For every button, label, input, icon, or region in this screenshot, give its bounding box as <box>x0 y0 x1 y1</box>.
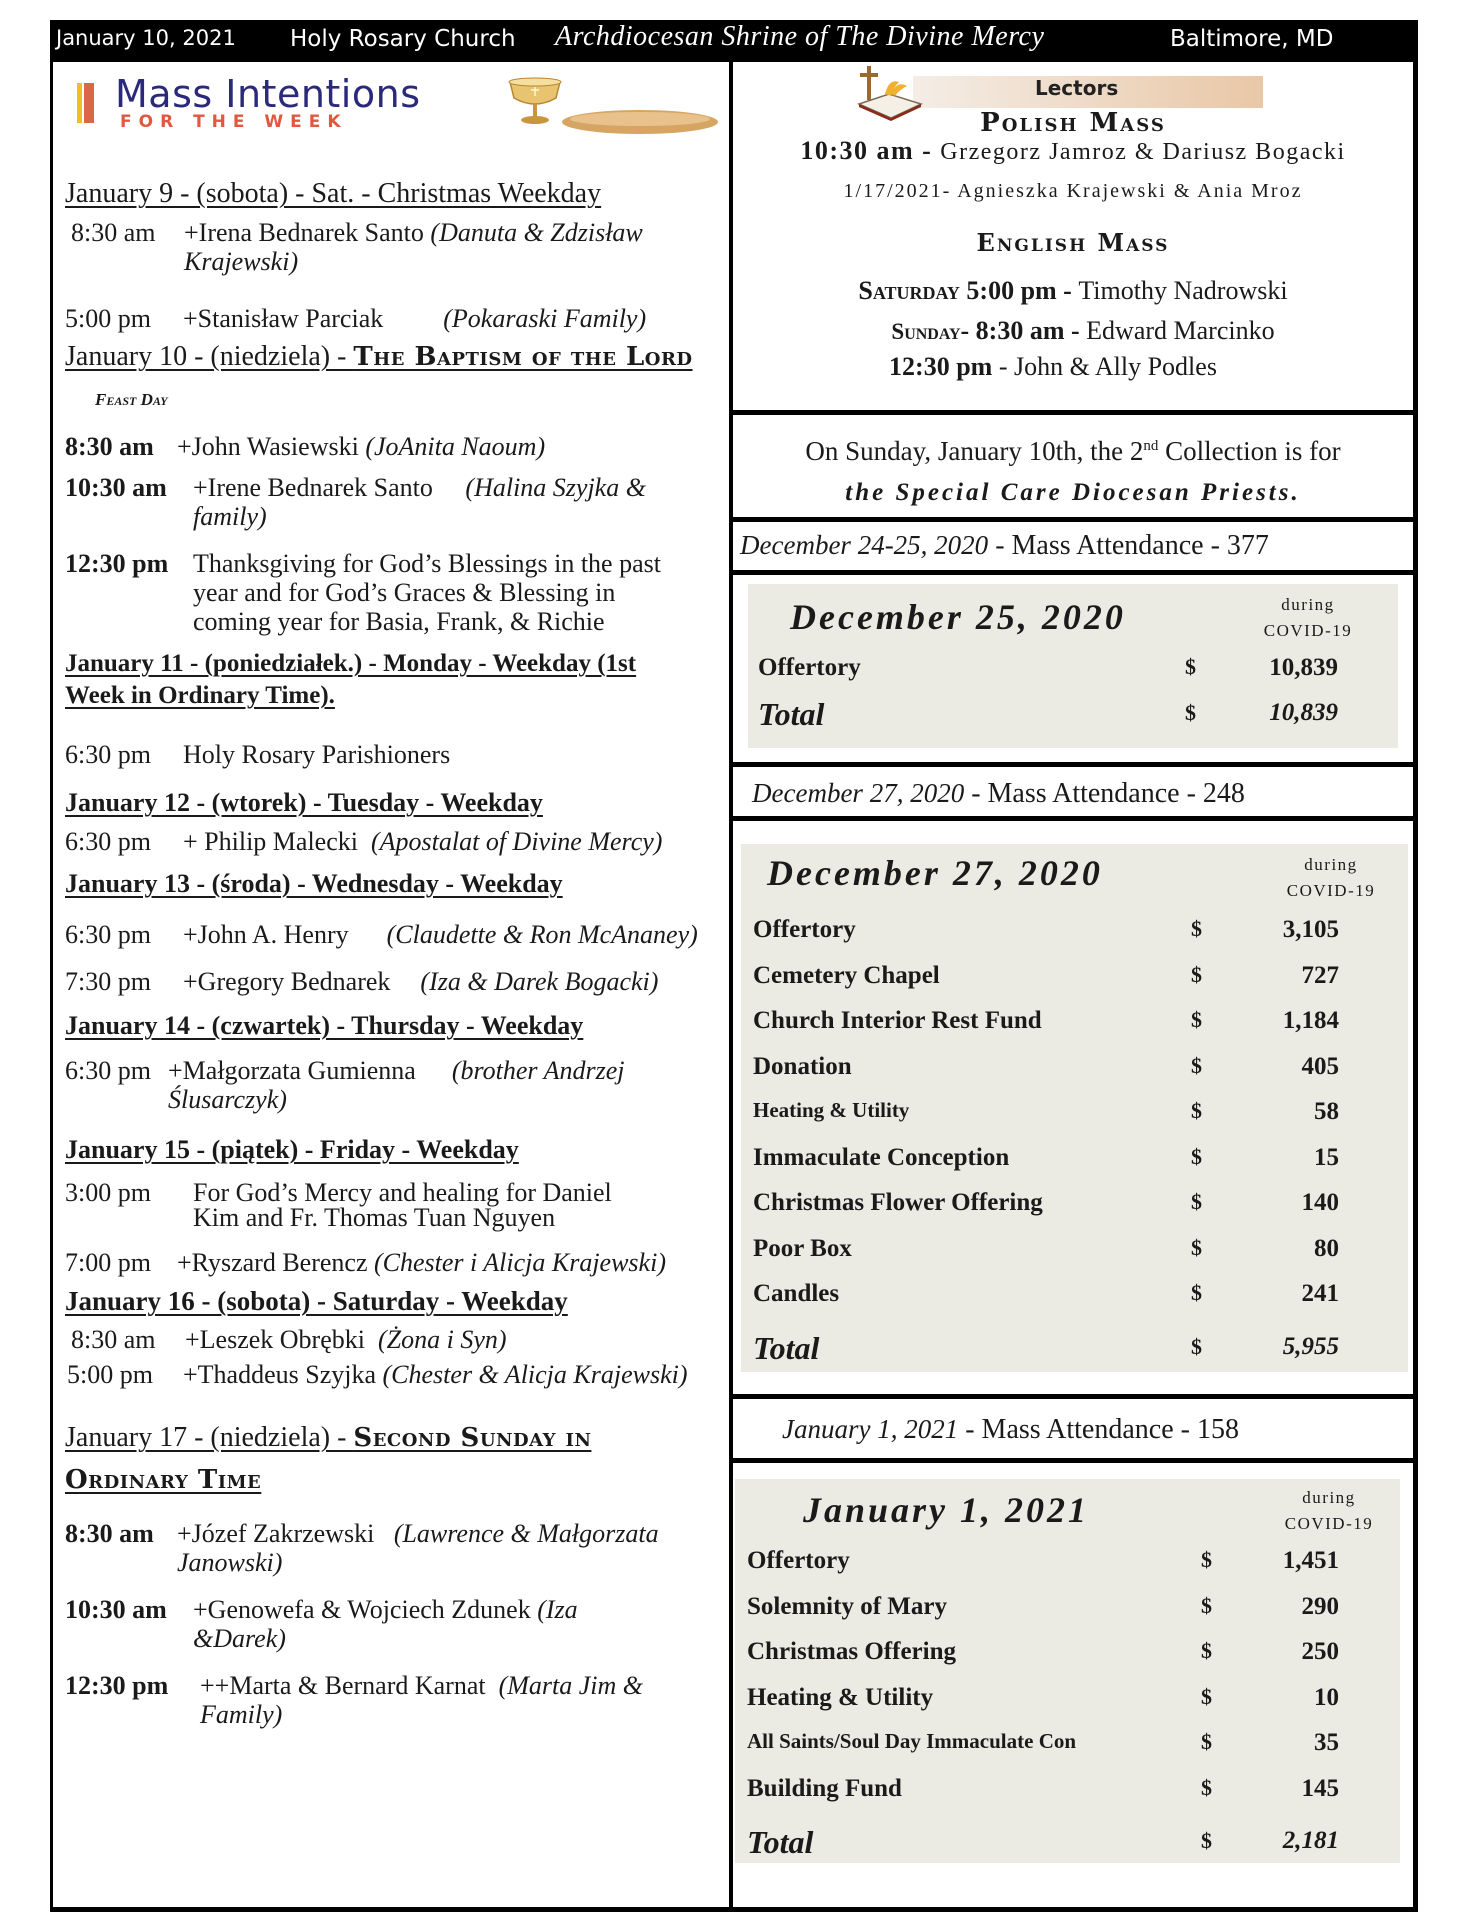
second-collection-notice: On Sunday, January 10th, the 2nd Collection is for the Special Care Diocesan Priests. <box>733 425 1413 514</box>
english-sunday-lector: Sunday- 8:30 am - Edward Marcinko <box>891 316 1275 345</box>
intention-requester: (Apostalat of Divine Mercy) <box>370 827 663 856</box>
attendance-count: 377 <box>1226 530 1269 561</box>
english-sunday-lector-2: 12:30 pm - John & Ally Podles <box>889 352 1217 381</box>
intention-entry <box>71 1325 715 1354</box>
lectors-banner <box>855 72 1265 108</box>
finance-label: Building Fund <box>747 1774 902 1802</box>
intention-entry <box>65 1180 715 1230</box>
header-banner <box>50 20 1418 62</box>
logo-bar-red <box>84 83 94 123</box>
mass-time: 5:00 pm <box>65 304 151 333</box>
finance-amount: 35 <box>1314 1729 1339 1756</box>
finance-row <box>741 916 1408 956</box>
intention-name: +Leszek Obrębki <box>185 1325 365 1354</box>
intention-name: +Irene Bednarek Santo <box>193 473 433 502</box>
intention-entry <box>65 1671 715 1729</box>
intention-name: Thanksgiving for God’s Blessings in the past year and for God’s Graces & Blessing in coming year for Basia, Frank, & Richie <box>193 549 661 636</box>
intention-name: +Stanisław Parciak <box>183 304 384 333</box>
intention-entry <box>65 740 715 769</box>
intention-requester: (JoAnita Naoum) <box>365 432 546 461</box>
day-heading: January 11 - (poniedziałek.) - Monday - Weekday (1st Week in Ordinary Time). <box>65 650 637 709</box>
finance-label: Heating & Utility <box>753 1098 910 1122</box>
intention-name: +Irena Bednarek Santo <box>184 218 424 247</box>
mass-time: 8:30 am <box>65 1519 154 1548</box>
currency-symbol: $ <box>1201 1729 1212 1754</box>
finance-table <box>735 1479 1400 1863</box>
currency-symbol: $ <box>1191 1143 1202 1169</box>
finance-row <box>735 1684 1400 1724</box>
divider <box>733 762 1414 767</box>
feast-day-note: Feast Day <box>95 390 168 409</box>
church-name: Holy Rosary Church <box>290 26 516 52</box>
finance-label: Immaculate Conception <box>753 1143 1010 1171</box>
finance-row <box>735 1775 1400 1815</box>
intention-entry <box>65 304 715 333</box>
mass-time: 6:30 pm <box>65 920 151 949</box>
mass-time: 7:00 pm <box>65 1248 151 1277</box>
currency-symbol: $ <box>1201 1683 1212 1709</box>
intention-name: +Józef Zakrzewski <box>177 1519 375 1548</box>
attendance-date: December 27, 2020 <box>752 778 965 808</box>
finance-label: Christmas Offering <box>747 1638 956 1665</box>
finance-title: December 27, 2020 <box>767 853 1103 893</box>
polish-mass-time: 10:30 am - <box>800 136 941 165</box>
covid-note: during COVID-19 <box>1263 595 1353 640</box>
intention-requester: (Żona i Syn) <box>377 1325 507 1354</box>
intention-name: For God’s Mercy and healing for Daniel Kim and Fr. Thomas Tuan Nguyen <box>193 1178 612 1232</box>
finance-row <box>735 1729 1400 1769</box>
mass-time: 8:30 am <box>71 1325 156 1354</box>
currency-symbol: $ <box>1191 916 1202 941</box>
shrine-name: Archdiocesan Shrine of The Divine Mercy <box>555 21 1045 52</box>
finance-row <box>741 1235 1408 1275</box>
finance-total-row: Total $ 10,839 <box>758 696 1338 732</box>
intention-entry <box>65 827 715 856</box>
attendance-count: 158 <box>1196 1414 1239 1445</box>
finance-row <box>741 1189 1408 1229</box>
mass-time: 5:00 pm <box>67 1360 153 1389</box>
currency-symbol: $ <box>1191 1007 1202 1032</box>
finance-row <box>741 1007 1408 1047</box>
finance-amount: 241 <box>1301 1280 1339 1307</box>
intention-name: + Philip Malecki <box>183 827 358 856</box>
day-heading: January 16 - (sobota) - Saturday - Weekday <box>65 1286 568 1316</box>
mass-intentions-logo <box>70 74 710 134</box>
intention-requester: (brother Andrzej Ślusarczyk) <box>168 1056 625 1114</box>
finance-amount: 10 <box>1314 1683 1339 1711</box>
finance-amount: 145 <box>1301 1774 1339 1802</box>
intention-name: +Małgorzata Gumienna <box>168 1056 416 1085</box>
polish-mass-lectors <box>733 136 1413 166</box>
intention-name: +Thaddeus Szyjka <box>183 1360 377 1389</box>
english-saturday-lector: Saturday 5:00 pm - Timothy Nadrowski <box>858 276 1288 305</box>
mass-time: 6:30 pm <box>65 740 151 769</box>
currency-symbol: $ <box>1201 1638 1212 1663</box>
finance-table <box>741 844 1408 1372</box>
finance-label: Cemetery Chapel <box>753 961 940 989</box>
finance-label: Solemnity of Mary <box>747 1592 947 1620</box>
mass-time: 6:30 pm <box>65 827 151 856</box>
intention-name: +John A. Henry <box>183 920 349 949</box>
day-heading: January 13 - (środa) - Wednesday - Weekday <box>65 869 563 898</box>
finance-amount: 727 <box>1301 961 1339 989</box>
finance-table <box>748 584 1398 748</box>
mass-time: 7:30 pm <box>65 967 151 996</box>
logo-bar-yellow <box>77 83 82 123</box>
logo-subtitle: FOR THE WEEK <box>120 112 348 132</box>
divider <box>733 816 1414 821</box>
intention-name: +Genowefa & Wojciech Zdunek <box>193 1595 531 1624</box>
intention-entry <box>65 1248 715 1277</box>
mass-time: 8:30 am <box>65 432 154 461</box>
intention-requester: (Lawrence & Małgorzata Janowski) <box>177 1519 659 1577</box>
intention-entry <box>65 473 715 531</box>
attendance-date: January 1, 2021 <box>782 1414 959 1444</box>
polish-mass-next-lectors: 1/17/2021- Agnieszka Krajewski & Ania Mroz <box>843 180 1303 202</box>
city-name: Baltimore, MD <box>1170 26 1334 52</box>
feast-name: The Baptism of the Lord <box>353 342 693 372</box>
finance-amount: 80 <box>1314 1234 1339 1262</box>
intention-name: +John Wasiewski <box>177 432 359 461</box>
finance-amount: 250 <box>1301 1638 1339 1665</box>
finance-row <box>741 1144 1408 1184</box>
finance-amount: 140 <box>1301 1189 1339 1216</box>
intention-entry <box>65 432 715 461</box>
english-mass-title: English Mass <box>976 228 1170 257</box>
mass-time: 12:30 pm <box>65 549 169 578</box>
finance-amount: 1,184 <box>1282 1007 1339 1034</box>
currency-symbol: $ <box>1191 1234 1202 1260</box>
intention-entry <box>65 920 715 949</box>
intention-requester: (Pokaraski Family) <box>443 304 647 333</box>
day-heading: January 12 - (wtorek) - Tuesday - Weekday <box>65 788 543 817</box>
divider <box>733 1394 1414 1399</box>
attendance-line: January 1, 2021 - Mass Attendance - 158 <box>782 1414 1239 1445</box>
currency-symbol: $ <box>1191 1052 1202 1078</box>
divider <box>733 1458 1414 1463</box>
finance-total-amount: 5,955 <box>1282 1332 1339 1360</box>
finance-label: Christmas Flower Offering <box>753 1189 1043 1216</box>
finance-label: Donation <box>753 1052 852 1080</box>
finance-row <box>741 1280 1408 1320</box>
finance-row <box>741 1053 1408 1093</box>
finance-amount: 1,451 <box>1282 1547 1339 1574</box>
finance-label: Church Interior Rest Fund <box>753 1007 1042 1034</box>
day-heading-date: January 17 - (niedziela) - <box>65 1422 354 1453</box>
day-heading: January 15 - (piątek) - Friday - Weekday <box>65 1135 519 1164</box>
finance-row <box>741 962 1408 1002</box>
divider <box>733 570 1414 575</box>
day-heading <box>65 1417 715 1501</box>
currency-symbol: $ <box>1201 1828 1212 1853</box>
intention-requester: (Chester & Alicja Krajewski) <box>382 1360 688 1389</box>
intention-entry <box>67 1360 715 1389</box>
intention-requester: (Claudette & Ron McAnaney) <box>386 920 698 949</box>
intention-requester: (Marta Jim & Family) <box>200 1671 644 1729</box>
currency-symbol: $ <box>1201 1547 1212 1572</box>
finance-amount: 405 <box>1301 1052 1339 1080</box>
finance-label: Offertory <box>747 1547 850 1574</box>
collection-purpose: the Special Care Diocesan Priests. <box>845 479 1301 506</box>
finance-amount: 15 <box>1314 1143 1339 1171</box>
finance-total-amount: 2,181 <box>1282 1827 1339 1854</box>
intention-requester: (Iza &Darek) <box>193 1595 578 1653</box>
intention-entry <box>65 549 715 636</box>
attendance-date: December 24-25, 2020 <box>740 530 989 560</box>
mass-time: 8:30 am <box>71 218 156 247</box>
finance-total-row <box>735 1824 1400 1864</box>
attendance-line: December 27, 2020 - Mass Attendance - 248 <box>752 778 1245 809</box>
covid-note: during COVID-19 <box>1286 855 1376 900</box>
intention-name: +Gregory Bednarek <box>183 967 391 996</box>
finance-row <box>735 1638 1400 1678</box>
intention-requester: (Danuta & Zdzisław Krajewski) <box>184 218 643 276</box>
intention-requester: (Chester i Alicja Krajewski) <box>373 1248 666 1277</box>
currency-symbol: $ <box>1191 1098 1202 1123</box>
finance-total-row <box>741 1330 1408 1370</box>
currency-symbol: $ <box>1191 961 1202 987</box>
finance-row: Offertory $ 10,839 <box>758 654 1338 681</box>
finance-amount: 3,105 <box>1282 916 1339 943</box>
lectors-title: Lectors <box>1035 76 1119 100</box>
day-heading: January 14 - (czwartek) - Thursday - Weekday <box>65 1011 584 1040</box>
finance-amount: 290 <box>1301 1592 1339 1620</box>
feast-name: Second Sunday in Ordinary Time <box>65 1423 592 1495</box>
day-heading: January 9 - (sobota) - Sat. - Christmas Weekday <box>65 178 602 209</box>
logo-title: Mass Intentions <box>115 72 421 116</box>
polish-mass-title: Polish Mass <box>980 108 1166 138</box>
intention-requester: (Halina Szyjka & family) <box>193 473 646 531</box>
currency-symbol: $ <box>1201 1592 1212 1618</box>
finance-label: Poor Box <box>753 1234 852 1262</box>
intention-entry <box>65 1595 715 1653</box>
finance-title: January 1, 2021 <box>803 1490 1090 1530</box>
day-heading-date: January 10 - (niedziela) - <box>65 341 354 372</box>
intention-entry <box>71 218 715 276</box>
polish-mass-names: Grzegorz Jamroz & Dariusz Bogacki <box>940 139 1346 165</box>
mass-time: 3:00 pm <box>65 1178 151 1207</box>
covid-note: during COVID-19 <box>1284 1488 1374 1533</box>
bulletin-date: January 10, 2021 <box>56 26 236 50</box>
intention-entry <box>65 1056 715 1114</box>
finance-label: Offertory <box>753 916 856 943</box>
intention-name: ++Marta & Bernard Karnat <box>200 1671 486 1700</box>
finance-label: Candles <box>753 1280 840 1307</box>
day-heading <box>65 337 715 420</box>
finance-label: Heating & Utility <box>747 1683 934 1711</box>
currency-symbol: $ <box>1191 1280 1202 1305</box>
currency-symbol: $ <box>1191 1333 1202 1359</box>
mass-time: 10:30 am <box>65 1595 167 1624</box>
finance-row <box>741 1098 1408 1138</box>
mass-time: 10:30 am <box>65 473 167 502</box>
finance-amount: 58 <box>1314 1098 1339 1125</box>
currency-symbol: $ <box>1201 1774 1212 1800</box>
intention-name: +Ryszard Berencz <box>177 1248 368 1277</box>
intention-entry <box>65 967 715 996</box>
finance-row <box>735 1547 1400 1587</box>
intention-entry <box>65 1519 715 1577</box>
mass-intentions-list <box>65 176 715 1729</box>
mass-time: 6:30 pm <box>65 1056 151 1085</box>
intention-requester: (Iza & Darek Bogacki) <box>420 967 659 996</box>
attendance-line: December 24-25, 2020 - Mass Attendance - 377 <box>740 530 1269 561</box>
divider <box>733 410 1414 415</box>
finance-total-label: Total <box>753 1329 820 1366</box>
currency-symbol: $ <box>1191 1189 1202 1214</box>
chalice-icon <box>490 76 720 136</box>
attendance-count: 248 <box>1202 778 1245 809</box>
finance-label: All Saints/Soul Day Immaculate Con <box>747 1729 1077 1753</box>
finance-row <box>735 1593 1400 1633</box>
mass-time: 12:30 pm <box>65 1671 169 1700</box>
finance-total-label: Total <box>747 1824 814 1860</box>
intention-name: Holy Rosary Parishioners <box>183 740 451 769</box>
finance-title: December 25, 2020 <box>790 597 1126 637</box>
divider <box>733 517 1414 522</box>
